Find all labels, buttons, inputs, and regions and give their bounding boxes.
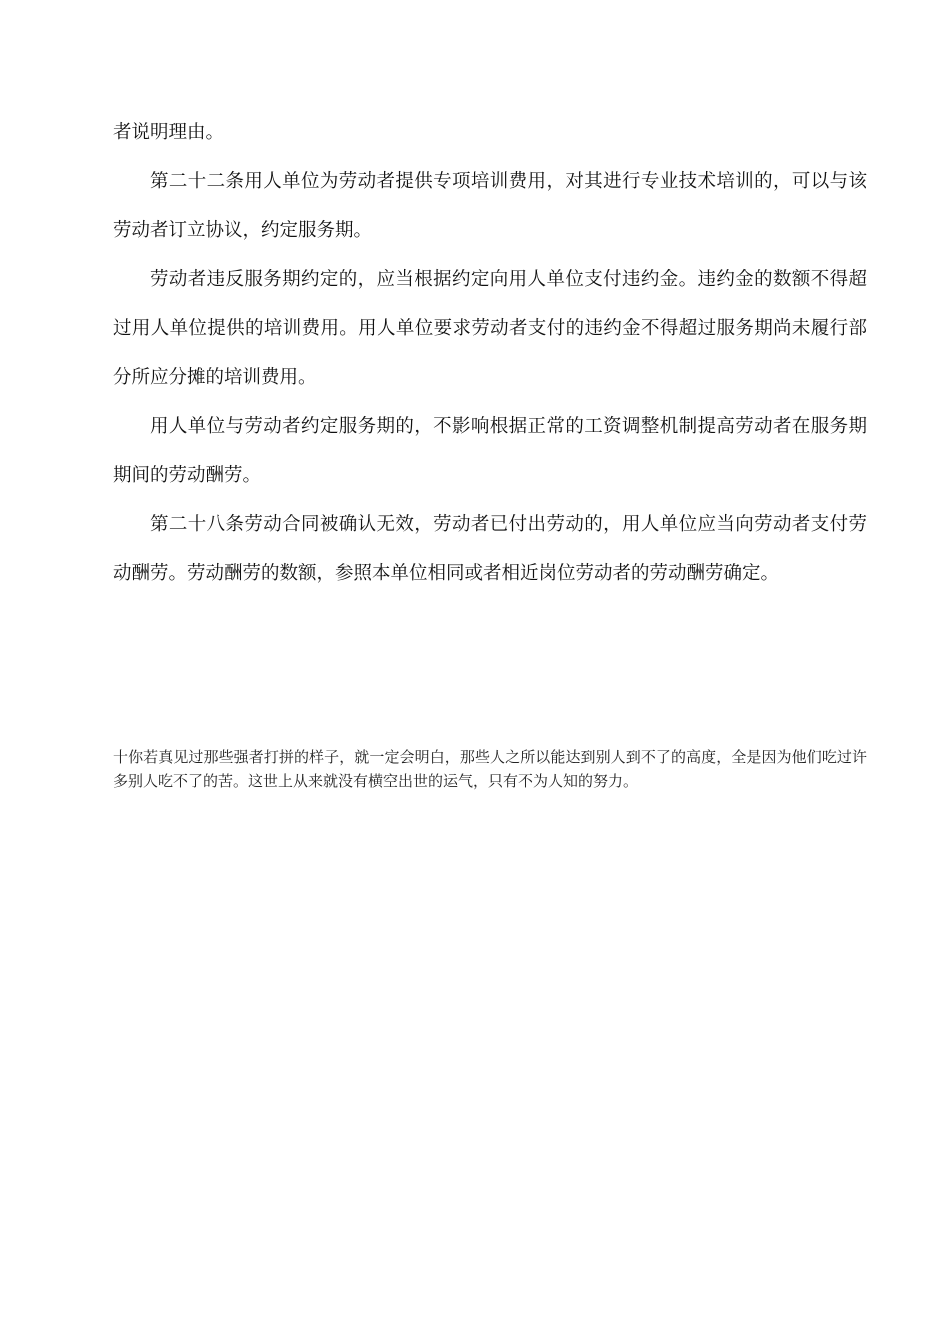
paragraph-service-period-wage: 用人单位与劳动者约定服务期的，不影响根据正常的工资调整机制提高劳动者在服务期期间的劳动酬劳。	[113, 416, 867, 486]
paragraph-article-22: 第二十二条用人单位为劳动者提供专项培训费用，对其进行专业技术培训的，可以与该劳动者订立协议，约定服务期。	[113, 171, 867, 241]
document-body	[113, 108, 867, 598]
footer-quote: 十你若真见过那些强者打拼的样子，就一定会明白，那些人之所以能达到别人到不了的高度，全是因为他们吃过许多别人吃不了的苦。这世上从来就没有横空出世的运气，只有不为人知的努力。	[113, 748, 867, 790]
paragraph-continuation: 者说明理由。	[113, 122, 225, 143]
paragraph-article-28: 第二十八条劳动合同被确认无效，劳动者已付出劳动的，用人单位应当向劳动者支付劳动酬劳。劳动酬劳的数额，参照本单位相同或者相近岗位劳动者的劳动酬劳确定。	[113, 514, 867, 584]
paragraph-penalty: 劳动者违反服务期约定的，应当根据约定向用人单位支付违约金。违约金的数额不得超过用人单位提供的培训费用。用人单位要求劳动者支付的违约金不得超过服务期尚未履行部分所应分摊的培训费用。	[113, 269, 867, 388]
